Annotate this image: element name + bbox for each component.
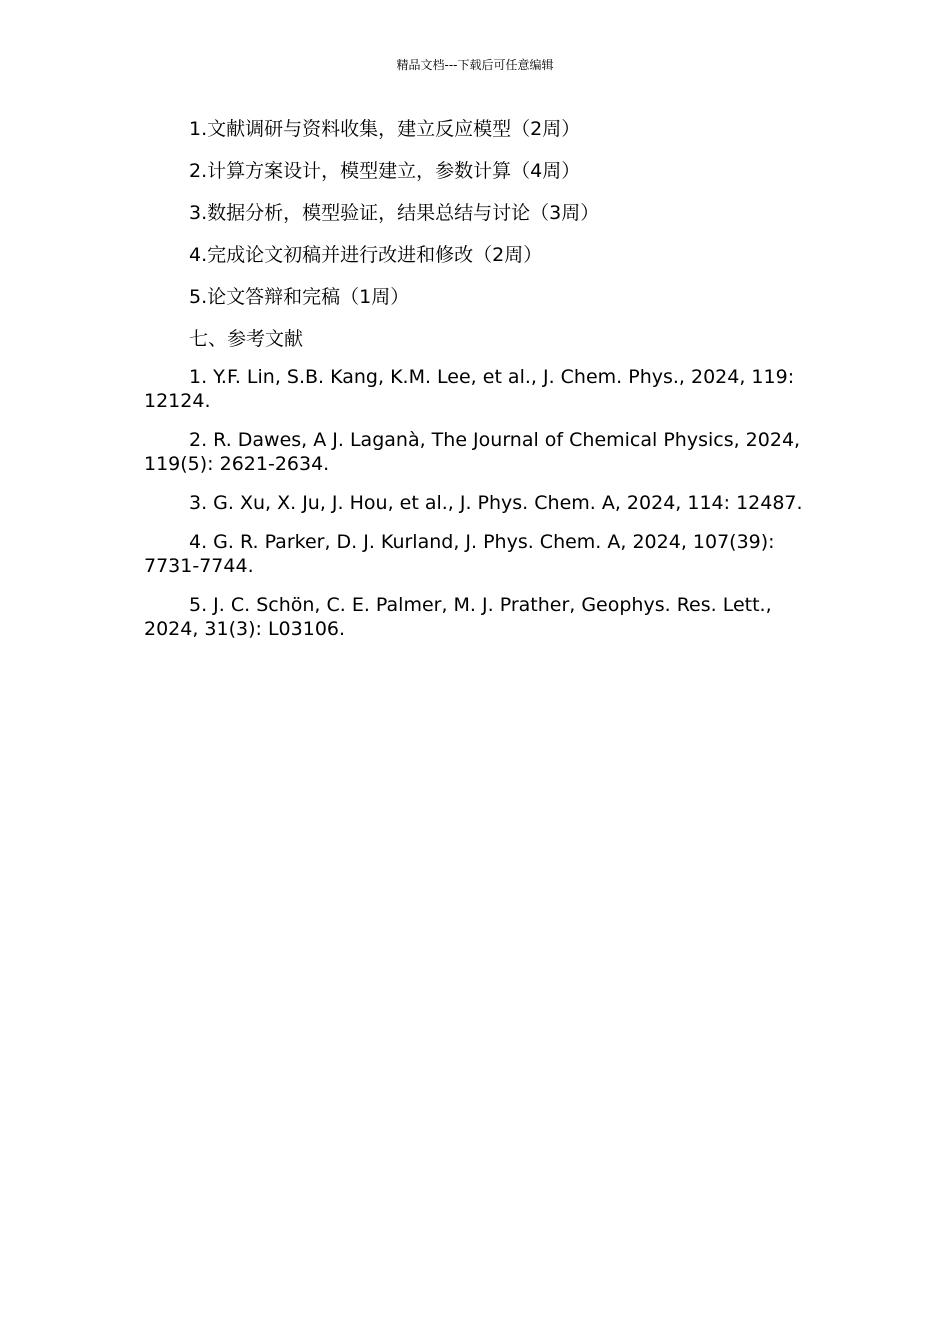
schedule-item: 2.计算方案设计，模型建立，参数计算（4周） [189, 160, 581, 182]
reference-item: 2. R. Dawes, A J. Laganà, The Journal of Chemical Physics, 2024, 119(5): 2621-2634. [144, 429, 801, 475]
schedule-list [144, 116, 816, 310]
schedule-item: 1.文献调研与资料收集，建立反应模型（2周） [189, 118, 581, 140]
reference-item: 3. G. Xu, X. Ju, J. Hou, et al., J. Phys. Chem. A, 2024, 114: 12487. [189, 492, 803, 514]
document-body [144, 116, 816, 656]
reference-item: 5. J. C. Schön, C. E. Palmer, M. J. Prather, Geophys. Res. Lett., 2024, 31(3): L03106. [144, 594, 772, 640]
reference-item: 4. G. R. Parker, D. J. Kurland, J. Phys. Chem. A, 2024, 107(39): 7731-7744. [144, 531, 775, 577]
reference-list [144, 365, 816, 641]
page-header: 精品文档---下载后可任意编辑 [396, 58, 554, 72]
schedule-item: 4.完成论文初稿并进行改进和修改（2周） [189, 244, 543, 266]
schedule-item: 3.数据分析，模型验证，结果总结与讨论（3周） [189, 202, 600, 224]
references-heading: 七、参考文献 [189, 328, 304, 350]
schedule-item: 5.论文答辩和完稿（1周） [189, 286, 410, 308]
reference-item: 1. Y.F. Lin, S.B. Kang, K.M. Lee, et al., J. Chem. Phys., 2024, 119: 12124. [144, 366, 795, 412]
